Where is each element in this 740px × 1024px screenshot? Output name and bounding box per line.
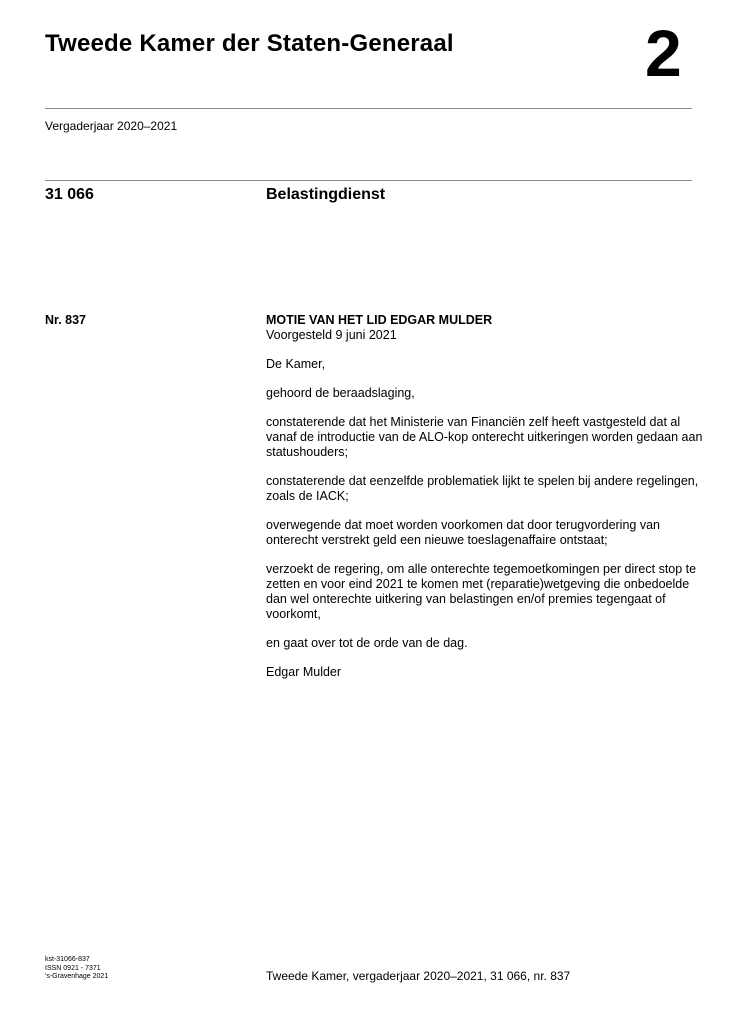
motion-title: MOTIE VAN HET LID EDGAR MULDER [266,313,493,327]
paragraph: gehoord de beraadslaging, [266,386,415,400]
divider [45,180,692,181]
dossier-title: Belastingdienst [266,186,386,203]
page-number: 2 [645,16,682,90]
issn: ISSN 0921 - 7371 [45,964,101,972]
paragraph: De Kamer, [266,357,326,371]
document-code: kst-31066-837 [45,956,90,963]
paragraph: overwegende dat moet worden voorkomen dat door terugvordering van onterecht verstrekt geld een nieuwe toeslagenaffaire ontstaat; [266,518,660,547]
publication-meta [45,956,108,982]
motion-body [266,313,706,694]
dossier-number: 31 066 [45,186,94,203]
paragraph: verzoekt de regering, om alle onterechte tegemoetkomingen per direct stop te zetten en voor eind 2021 te komen met (reparatie)wetgeving die onbedoelde dan wel onterechte uitkering van belastingen en/of premies tegengaat of voorkomt, [266,562,697,621]
proposed-date: Voorgesteld 9 juni 2021 [266,328,397,342]
paragraph: en gaat over tot de orde van de dag. [266,636,468,650]
session-year: Vergaderjaar 2020–2021 [45,119,178,133]
publication-place: 's-Gravenhage 2021 [45,973,109,980]
chamber-title: Tweede Kamer der Staten-Generaal [45,30,454,57]
page-footer: Tweede Kamer, vergaderjaar 2020–2021, 31 066, nr. 837 [266,969,571,983]
document-number: Nr. 837 [45,313,87,327]
paragraph: constaterende dat eenzelfde problematiek lijkt te spelen bij andere regelingen, zoals de IACK; [266,474,699,503]
divider [45,108,692,109]
signature: Edgar Mulder [266,665,342,679]
paragraph: constaterende dat het Ministerie van Financiën zelf heeft vastgesteld dat al vanaf de introductie van de ALO-kop onterecht uitkeringen worden gedaan aan statushouders; [266,415,703,459]
